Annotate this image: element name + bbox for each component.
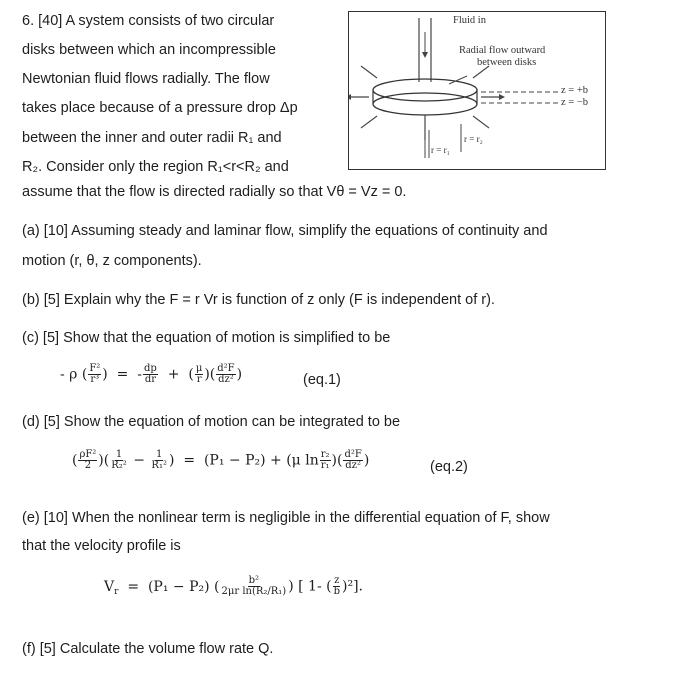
z-plus-b-label: z = +b xyxy=(561,85,589,96)
diag-arrow-bottom-right xyxy=(473,116,489,128)
r-eq-r1-label: r = r₁ xyxy=(431,145,450,155)
r-eq-r2-label: r = r₂ xyxy=(464,134,483,144)
part-d-line: (d) [5] Show the equation of motion can be integrated to be xyxy=(22,414,401,430)
diag-arrow-top-left xyxy=(361,66,377,78)
part-f-line: (f) [5] Calculate the volume flow rate Q. xyxy=(22,641,274,657)
problem-intro-line-1: 6. [40] A system consists of two circular xyxy=(22,13,275,29)
equation-1: - ρ ( $\frac{\text{F²}}{\text{r³}}$ ) = - $\frac{dp}{dr}$ + ( $\frac{\mu}{r}$ )( $\frac{\text{d²F}}{\text{dz²}}$ ) xyxy=(60,363,243,385)
part-a-line-2: motion (r, θ, z components). xyxy=(22,253,202,269)
outflow-arrowhead-right xyxy=(499,94,505,100)
problem-intro-line-4: takes place because of a pressure drop Δp xyxy=(22,100,298,116)
eq2-label: (eq.2) xyxy=(430,459,468,475)
problem-intro-line-5: between the inner and outer radii R₁ and xyxy=(22,130,282,146)
diag-arrow-bottom-left xyxy=(361,116,377,128)
equation-2: ( $\frac{\text{ρF²}}{2}$ )( $\frac{1}{\text{R₂²}}$ − $\frac{1}{\text{R₁²}}$ ) = (P₁ − P₂) + (μ ln $\frac{\text{r₂}}{\text{r₁}}$ )( $\frac{\text{d²F}}{\text{dz²}}$ ) xyxy=(72,449,370,471)
outflow-arrowhead-left xyxy=(349,94,351,100)
radial-flow-label-2: between disks xyxy=(477,57,537,68)
bottom-disk xyxy=(373,93,477,115)
eq1-label: (eq.1) xyxy=(303,372,341,388)
part-b-line: (b) [5] Explain why the F = r Vr is function of z only (F is independent of r). xyxy=(22,292,495,308)
z-minus-b-label: z = −b xyxy=(561,97,589,108)
problem-intro-line-6: R₂. Consider only the region R₁<r<R₂ and xyxy=(22,159,289,175)
inlet-arrowhead xyxy=(422,52,428,58)
problem-intro-line-7: assume that the flow is directed radially so that Vθ = Vz = 0. xyxy=(22,184,407,200)
problem-intro-line-2: disks between which an incompressible xyxy=(22,42,276,58)
part-c-line: (c) [5] Show that the equation of motion is simplified to be xyxy=(22,330,391,346)
problem-intro-line-3: Newtonian fluid flows radially. The flow xyxy=(22,71,270,87)
part-a-line-1: (a) [10] Assuming steady and laminar flow, simplify the equations of continuity and xyxy=(22,223,548,239)
radial-flow-label-1: Radial flow outward xyxy=(459,45,546,56)
top-disk xyxy=(373,79,477,101)
disk-flow-figure xyxy=(348,11,606,170)
part-e-line-1: (e) [10] When the nonlinear term is negligible in the differential equation of F, show xyxy=(22,510,550,526)
velocity-equation: $V_r = (P_1 - P_2)$ ( $\frac{\text{b²}}{\text{2μr ln(R₂/R₁)}}$ ) [ 1- ( $\frac{z}{b}$ )²]. xyxy=(104,575,363,597)
fluid-in-label: Fluid in xyxy=(453,15,486,26)
part-e-line-2: that the velocity profile is xyxy=(22,538,181,554)
